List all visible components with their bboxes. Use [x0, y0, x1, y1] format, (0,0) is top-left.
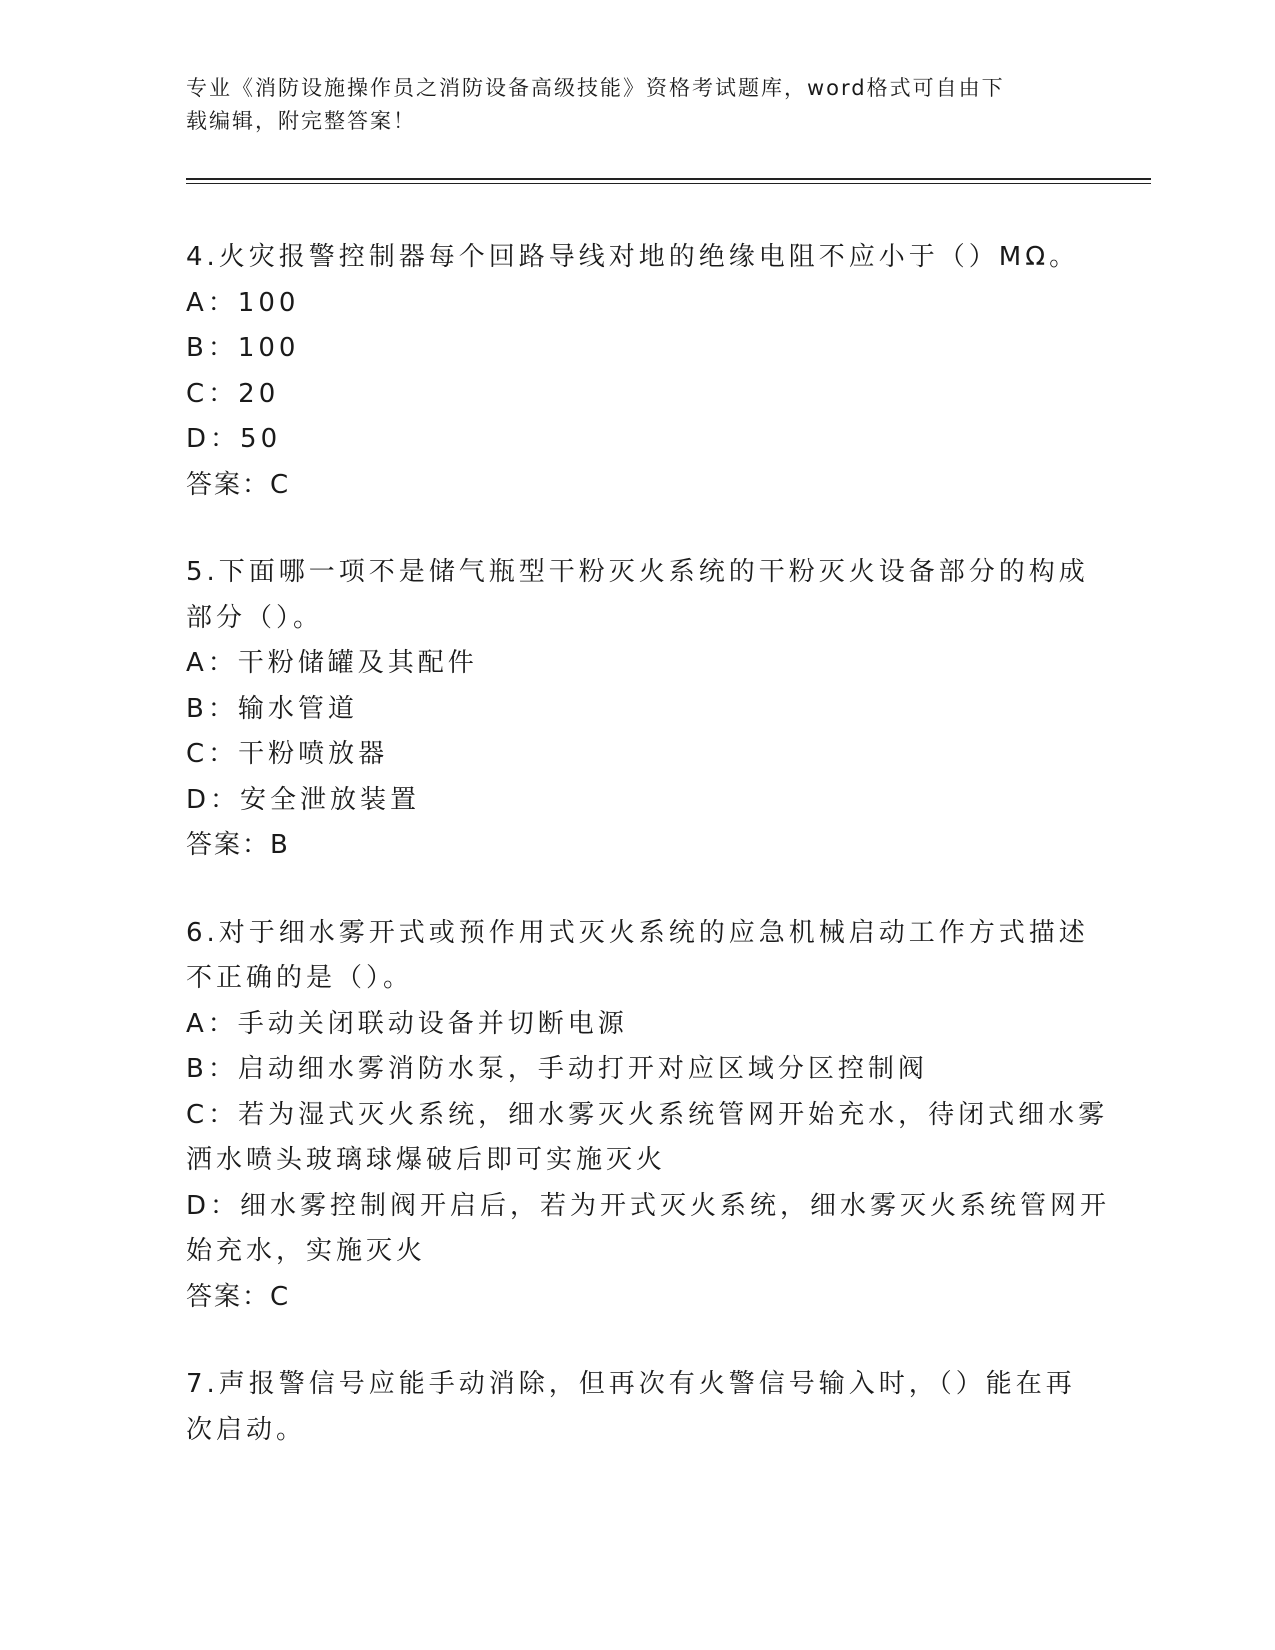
header-line: 载编辑，附完整答案！ — [186, 109, 416, 133]
option-d: D：安全泄放装置 — [186, 784, 421, 815]
option-d-continued: 始充水，实施灭火 — [186, 1236, 427, 1266]
header-divider — [186, 178, 1151, 180]
question-stem: 5.下面哪一项不是储气瓶型干粉灭火系统的干粉灭火设备部分的构成 — [186, 557, 1089, 587]
option-a: A：手动关闭联动设备并切断电源 — [186, 1008, 628, 1039]
option-c-continued: 洒水喷头玻璃球爆破后即可实施灭火 — [186, 1145, 667, 1175]
header-line: 专业《消防设施操作员之消防设备高级技能》资格考试题库，word格式可自由下 — [186, 76, 1005, 100]
question-stem: 6.对于细水雾开式或预作用式灭火系统的应急机械启动工作方式描述 — [186, 917, 1089, 948]
question-stem-continued: 不正确的是（）。 — [186, 963, 414, 993]
question-list — [186, 235, 1111, 1495]
option-d: D：细水雾控制阀开启后，若为开式灭火系统，细水雾灭火系统管网开 — [186, 1190, 1111, 1221]
question-stem-continued: 次启动。 — [186, 1414, 307, 1445]
option-b: B：输水管道 — [186, 693, 358, 724]
option-a: A：干粉储罐及其配件 — [186, 648, 478, 678]
option-b: B：启动细水雾消防水泵，手动打开对应区域分区控制阀 — [186, 1054, 928, 1084]
option-d: D：50 — [186, 424, 282, 454]
question-stem: 7.声报警信号应能手动消除，但再次有火警信号输入时，（）能在再 — [186, 1369, 1076, 1399]
answer-line: 答案：B — [186, 830, 290, 860]
question-item — [186, 550, 1089, 869]
question-item — [186, 1362, 1086, 1453]
answer-line: 答案：C — [186, 469, 291, 500]
option-c: C：20 — [186, 378, 280, 409]
question-item — [186, 911, 1111, 1321]
question-item — [186, 235, 1086, 508]
document-header — [186, 72, 1066, 138]
option-c: C：若为湿式灭火系统，细水雾灭火系统管网开始充水，待闭式细水雾 — [186, 1099, 1109, 1130]
option-b: B：100 — [186, 333, 300, 363]
option-a: A：100 — [186, 287, 300, 318]
answer-line: 答案：C — [186, 1281, 291, 1312]
question-stem: 4.火灾报警控制器每个回路导线对地的绝缘电阻不应小于（）MΩ。 — [186, 242, 1080, 272]
question-stem-continued: 部分（）。 — [186, 602, 324, 633]
header-divider-thin — [186, 183, 1151, 184]
option-c: C：干粉喷放器 — [186, 739, 389, 769]
